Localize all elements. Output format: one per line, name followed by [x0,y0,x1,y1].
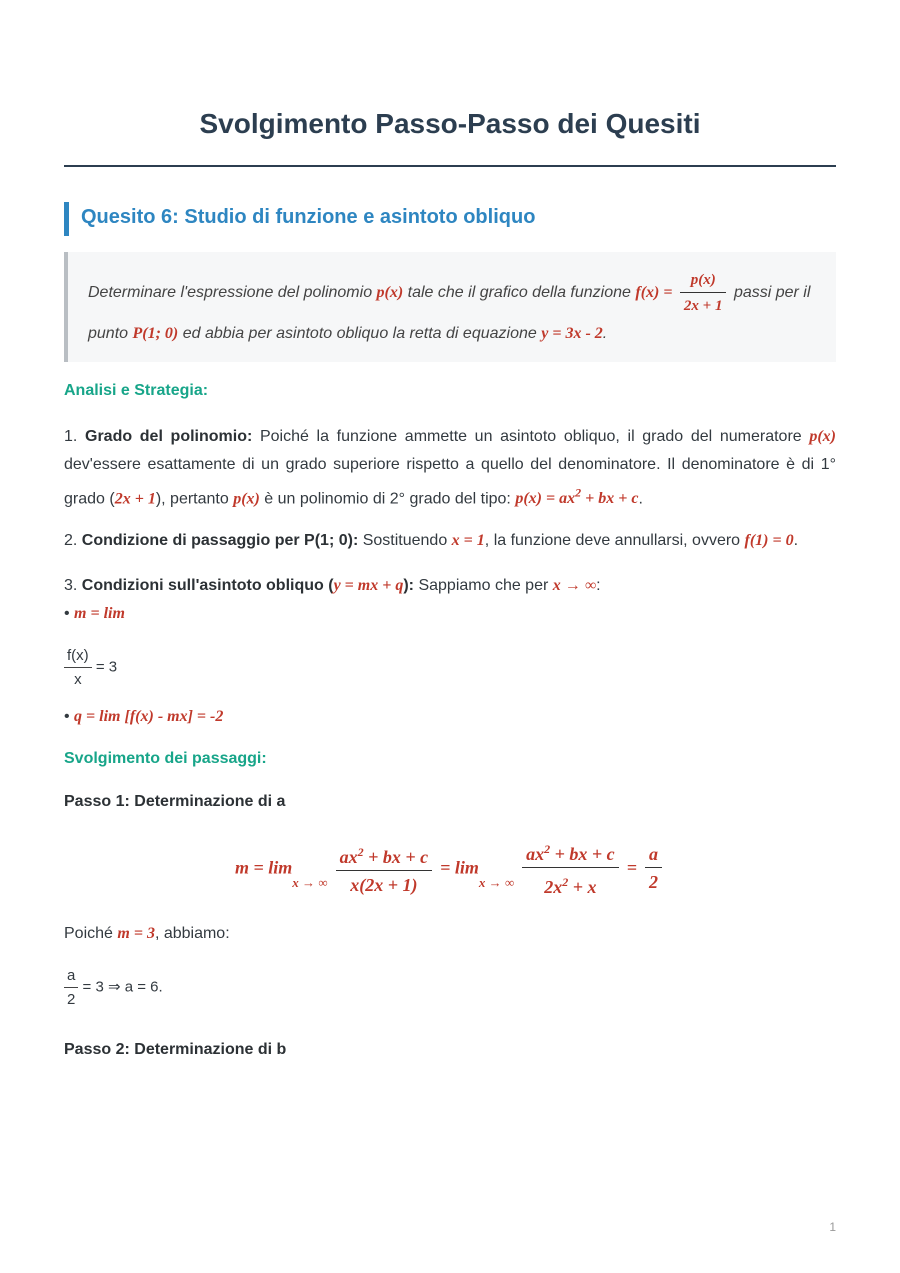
step-1-heading: Passo 1: Determinazione di a [64,793,286,810]
problem-text: tale che il grafico della funzione [407,284,631,302]
point-text: è un polinomio di 2° grado del tipo: [259,490,516,508]
question-heading: Quesito 6: Studio di funzione e asintoto obliquo [64,202,535,236]
math-polynomial: $p(x) = ax^2$ + bx + c [515,486,639,508]
page-title: Svolgimento Passo-Passo dei Quesiti [199,108,701,139]
bullet: • [64,708,75,725]
fraction-denominator: $2x^2 + x$ [544,875,597,897]
analysis-point-2 [64,527,836,555]
fraction-denominator: x [74,671,82,688]
point-number: 3. [64,577,82,594]
fraction-numerator: $ax^2$ + bx + c [336,841,433,871]
step-1-limit-equation [64,838,836,898]
point-text: Sappiamo che per [414,577,553,594]
math-m-limit: m = lim [74,605,125,622]
point-text: , la funzione deve annullarsi, ovvero [484,532,745,549]
m-limit-fraction-line [64,646,117,689]
math-f-of-x: f(x) = [635,284,673,302]
point-title: Grado del polinomio: [85,428,253,445]
point-number: 2. [64,532,82,549]
bullet-q-limit [64,703,836,731]
math-asymptote-general: y = mx + q [333,577,404,594]
title-divider [64,165,836,167]
math-p-of-x: p(x) [809,428,836,445]
limit-subscript: x → ∞ [478,874,515,890]
fraction-numerator: p(x) [680,270,727,293]
point-text: Sostituendo [358,532,452,549]
math-lhs: m = lim [235,857,293,878]
punctuation: : [596,577,601,594]
math-equals-lim: = lim [440,857,479,878]
step-text: Poiché [64,925,118,942]
fraction-numerator: a [64,966,78,988]
math-point: P(1; 0) [132,325,179,342]
fraction-function [680,270,727,316]
fraction-2 [522,838,619,898]
point-text: dev'essere esattamente di un grado superiore rispetto a quello del denominatore. Il denominatore è di 1° grado ( [64,456,836,508]
exponent: 2 [575,486,582,500]
fraction-numerator: f(x) [64,646,92,668]
fraction-numerator: a [645,843,662,868]
bullet-m-limit [64,600,836,628]
point-text: Poiché la funzione ammette un asintoto obliquo, il grado del numeratore [252,428,810,445]
point-number: 1. [64,428,85,445]
fraction-denominator: 2 [648,872,658,892]
problem-text: ed abbia per asintoto obliquo la retta di equazione [182,325,537,342]
math-equals: = [626,857,637,878]
problem-statement [64,252,836,362]
page-number: 1 [829,1220,836,1234]
punctuation: . [638,490,643,508]
problem-text: Determinare l'espressione del polinomio [88,284,373,302]
math-q-limit: q = lim [f(x) - mx] = -2 [74,708,224,725]
point-text: ), pertanto [155,490,234,508]
equation-result: = 3 [95,658,118,676]
math-p-of-x: p(x) [376,284,404,302]
math-p-of-x: p(x) [233,490,260,508]
point-title: ): [403,577,414,594]
fraction-1 [336,841,433,896]
math-denominator: 2x + 1 [114,490,156,508]
math-f1-equals-0: f(1) = 0 [744,532,794,549]
limit-subscript: x → ∞ [292,874,328,890]
step-1-result [64,966,163,1009]
point-title: Condizioni sull'asintoto obliquo ( [81,577,334,594]
step-2-heading: Passo 2: Determinazione di b [64,1041,287,1058]
steps-heading: Svolgimento dei passaggi: [64,750,267,767]
fraction-denominator: x(2x + 1) [350,874,418,895]
math-x-equals-1: x = 1 [451,532,485,549]
fraction-denominator: 2x + 1 [683,298,723,314]
fraction-a-over-2 [64,966,78,1009]
analysis-heading: Analisi e Strategia: [64,382,209,399]
fraction-numerator: $ax^2$ + bx + c [522,838,619,868]
math-asymptote: y = 3x - 2 [541,325,603,342]
equation-result: = 3 ⇒ a = 6. [82,978,163,996]
problem-text: punto [88,325,129,342]
bullet: • [64,605,75,622]
fraction-denominator: 2 [67,991,76,1008]
fraction-f-over-x [64,646,92,689]
step-text: , abbiamo: [154,925,230,942]
punctuation: . [602,325,608,342]
punctuation: . [793,532,799,549]
point-title: Condizione di passaggio per P(1; 0): [81,532,359,549]
problem-text: passi per il [733,284,811,302]
fraction-3 [645,843,662,893]
analysis-point-3 [64,572,836,600]
analysis-point-1 [64,423,836,513]
step-1-since [64,920,836,948]
math-x-to-infinity: x → ∞ [552,577,597,594]
math-m-equals-3: m = 3 [117,925,155,942]
